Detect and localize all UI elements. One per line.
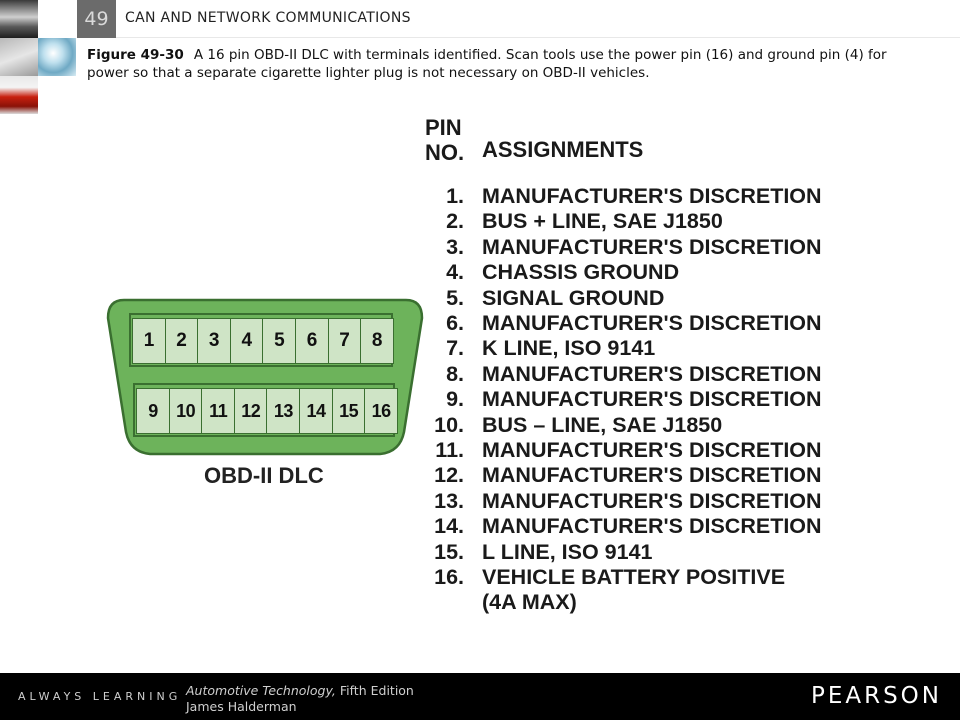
pin-16: 16 <box>364 388 398 434</box>
connector-label: OBD-II DLC <box>204 463 324 488</box>
book-author: James Halderman <box>186 699 297 714</box>
pin-14: 14 <box>299 388 333 434</box>
metal-thumbnail-image <box>0 38 38 76</box>
pin-assignment: MANUFACTURER'S DISCRETION <box>482 361 822 386</box>
pin-assignment: VEHICLE BATTERY POSITIVE <box>482 565 786 589</box>
book-title: Automotive Technology, <box>186 683 336 698</box>
pin-9: 9 <box>136 388 170 434</box>
publisher-logo: PEARSON <box>810 683 942 709</box>
assignments-header: ASSIGNMENTS <box>482 137 644 162</box>
pin-11: 11 <box>201 388 235 434</box>
pin-assignment: MANUFACTURER'S DISCRETION <box>482 488 822 513</box>
red-car-thumbnail-image <box>0 76 38 114</box>
footer-tagline: ALWAYS LEARNING <box>18 690 182 703</box>
footer-bar <box>0 673 960 720</box>
pin-number: 14. <box>434 514 464 539</box>
pin-number-header <box>425 115 464 165</box>
pin-assignment: BUS – LINE, SAE J1850 <box>482 412 723 437</box>
chapter-title: CAN AND NETWORK COMMUNICATIONS <box>125 10 411 26</box>
pin-assignment: BUS + LINE, SAE J1850 <box>482 209 723 234</box>
pin-8: 8 <box>360 318 394 364</box>
figure-caption <box>87 46 887 82</box>
pin-number: 6. <box>446 311 464 335</box>
pin-7: 7 <box>328 318 362 364</box>
car-thumbnail-image <box>0 0 38 38</box>
pin-3: 3 <box>197 318 231 364</box>
pin-header-line-1: PIN <box>425 115 462 140</box>
pin-number: 1. <box>446 184 464 208</box>
pin-header-line-2: NO. <box>425 140 465 165</box>
pin-assignment: CHASSIS GROUND <box>482 260 680 285</box>
pin-assignment: MANUFACTURER'S DISCRETION <box>482 514 822 539</box>
header-thumbnails <box>0 0 38 114</box>
pin-number: 7. <box>446 336 464 361</box>
pin-assignment: MANUFACTURER'S DISCRETION <box>482 463 822 488</box>
pin-assignment: MANUFACTURER'S DISCRETION <box>482 184 822 208</box>
pin-1: 1 <box>132 318 166 364</box>
pin-number: 2. <box>446 209 464 234</box>
pin-assignment: (4A MAX) <box>482 590 577 615</box>
pin-number: 5. <box>446 285 464 310</box>
pin-assignment: MANUFACTURER'S DISCRETION <box>482 438 822 462</box>
pin-4: 4 <box>230 318 264 364</box>
figure-label: Figure 49-30 <box>87 47 184 63</box>
pin-number: 16. <box>434 565 464 589</box>
pin-10: 10 <box>169 388 203 434</box>
header-divider <box>116 37 960 38</box>
pin-5: 5 <box>262 318 296 364</box>
pin-12: 12 <box>234 388 268 434</box>
pin-assignment: MANUFACTURER'S DISCRETION <box>482 387 822 412</box>
chapter-number: 49 <box>77 0 116 38</box>
pin-number: 3. <box>446 234 464 259</box>
pin-number: 10. <box>434 412 464 437</box>
pin-number: 8. <box>446 361 464 386</box>
pin-assignment: SIGNAL GROUND <box>482 285 665 310</box>
pin-assignment: MANUFACTURER'S DISCRETION <box>482 311 822 335</box>
pin-13: 13 <box>266 388 300 434</box>
pin-assignment: K LINE, ISO 9141 <box>482 336 656 361</box>
pin-2: 2 <box>165 318 199 364</box>
pin-15: 15 <box>332 388 366 434</box>
book-citation <box>186 683 414 715</box>
pin-assignment: L LINE, ISO 9141 <box>482 539 653 564</box>
pin-number: 15. <box>434 539 464 564</box>
crystal-thumbnail-image <box>38 38 76 76</box>
pin-assignment: MANUFACTURER'S DISCRETION <box>482 234 822 259</box>
pin-number: 12. <box>434 463 464 488</box>
pin-number: 11. <box>435 438 464 462</box>
pin-number: 4. <box>446 260 464 285</box>
pin-6: 6 <box>295 318 329 364</box>
caption-text: A 16 pin OBD-II DLC with terminals identified. Scan tools use the power pin (16) and ground pin (4) for power so that a separate cigarette lighter plug is not necessary on OBD-II vehicles. <box>87 47 887 81</box>
pin-number: 9. <box>446 387 464 412</box>
pin-number: 13. <box>434 488 464 513</box>
book-edition: Fifth Edition <box>339 683 414 698</box>
